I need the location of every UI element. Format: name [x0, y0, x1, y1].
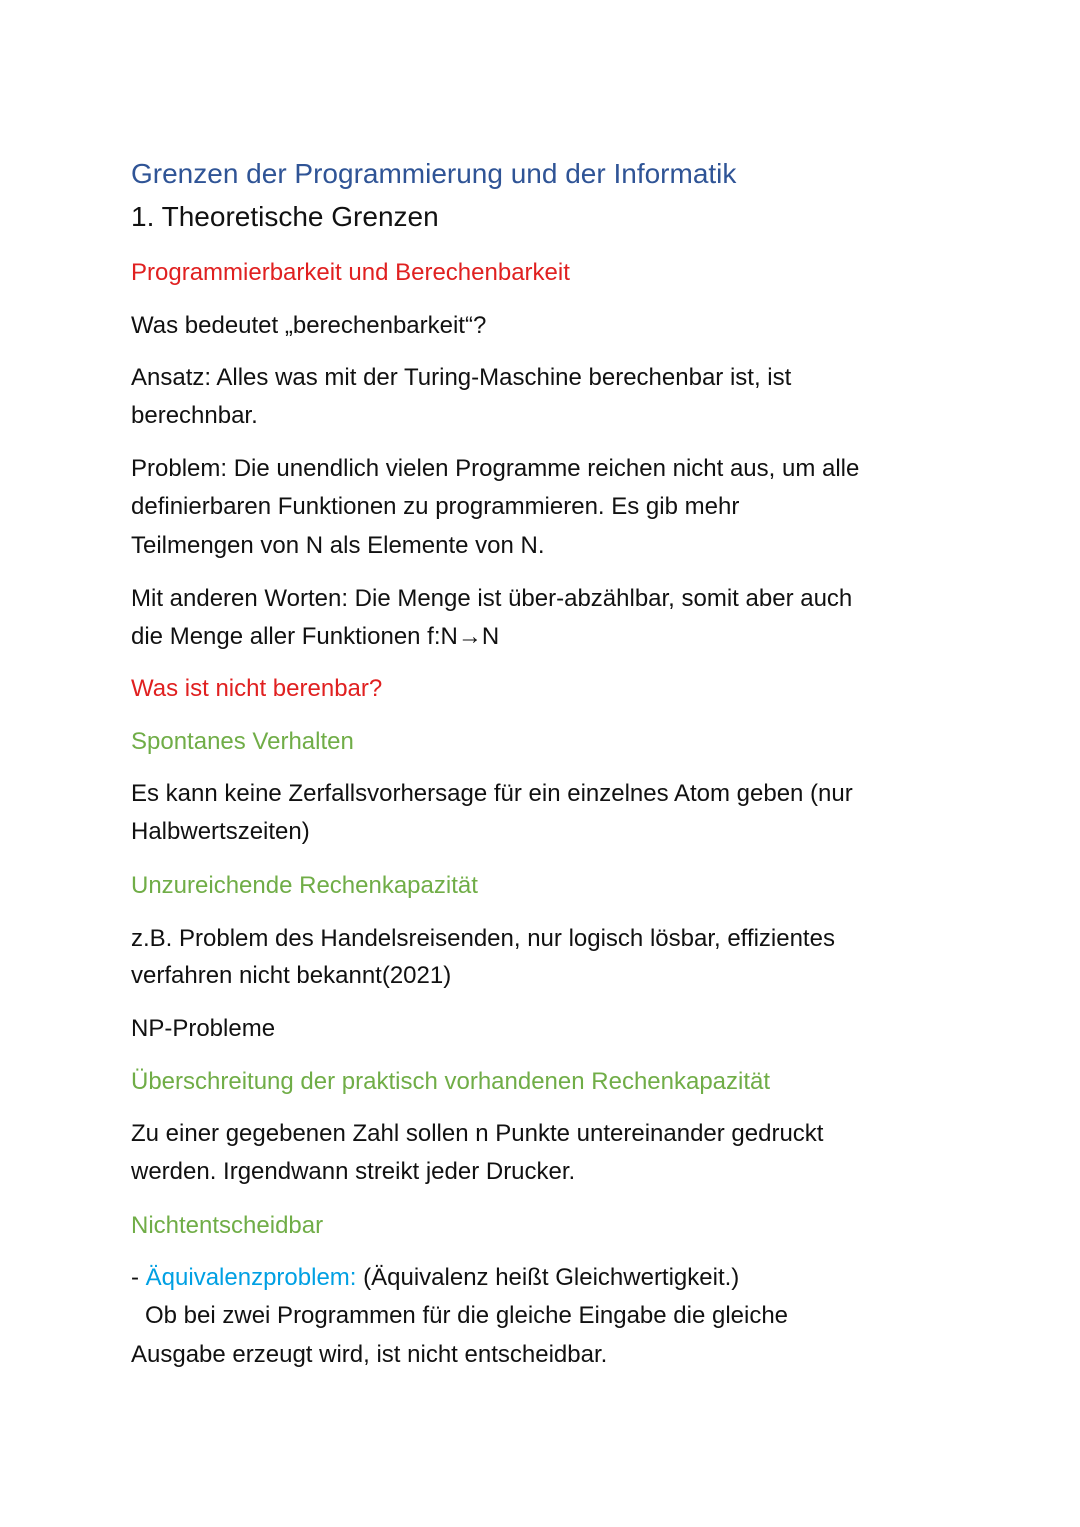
section-heading: 1. Theoretische Grenzen [131, 201, 439, 232]
document-title: Grenzen der Programmierung und der Informatik [131, 158, 737, 189]
ansatz-line-1: Ansatz: Alles was mit der Turing-Maschine berechenbar ist, ist [131, 364, 792, 391]
mit-anderen-worten-line-2: die Menge aller Funktionen f:N→N [131, 623, 500, 650]
question-berechenbarkeit: Was bedeutet „berechenbarkeit“? [131, 312, 487, 339]
spontanes-line-2: Halbwertszeiten) [131, 818, 310, 845]
subheading-programmierbarkeit: Programmierbarkeit und Berechenbarkeit [131, 259, 570, 286]
aequivalenz-line-2: Ob bei zwei Programmen für die gleiche Eingabe die gleiche [145, 1302, 789, 1329]
bullet-dash: - [131, 1264, 146, 1291]
aequivalenz-explanation: (Äquivalenz heißt Gleichwertigkeit.) [356, 1264, 740, 1291]
np-probleme: NP-Probleme [131, 1015, 276, 1042]
problem-line-3: Teilmengen von N als Elemente von N. [131, 532, 545, 559]
ueberschreitung-line-1: Zu einer gegebenen Zahl sollen n Punkte untereinander gedruckt [131, 1120, 824, 1147]
unzureichende-line-1: z.B. Problem des Handelsreisenden, nur logisch lösbar, effizientes [131, 925, 835, 952]
unzureichende-line-2: verfahren nicht bekannt(2021) [131, 962, 452, 989]
heading-spontanes-verhalten: Spontanes Verhalten [131, 728, 354, 755]
subheading-nicht-berechenbar: Was ist nicht berenbar? [131, 675, 383, 702]
spontanes-line-1: Es kann keine Zerfallsvorhersage für ein einzelnes Atom geben (nur [131, 780, 853, 807]
heading-ueberschreitung: Überschreitung der praktisch vorhandenen Rechenkapazität [131, 1068, 771, 1095]
aequivalenzproblem-term: Äquivalenzproblem: [145, 1264, 357, 1291]
heading-unzureichende-rechenkapazitaet: Unzureichende Rechenkapazität [131, 872, 478, 899]
problem-line-1: Problem: Die unendlich vielen Programme reichen nicht aus, um alle [131, 455, 860, 482]
heading-nichtentscheidbar: Nichtentscheidbar [131, 1212, 324, 1239]
ansatz-line-2: berechnbar. [131, 402, 258, 429]
aequivalenz-line-1 [131, 1264, 739, 1292]
ueberschreitung-line-2: werden. Irgendwann streikt jeder Drucker. [131, 1158, 576, 1185]
mit-anderen-worten-line-1: Mit anderen Worten: Die Menge ist über-abzählbar, somit aber auch [131, 585, 853, 612]
aequivalenz-line-3: Ausgabe erzeugt wird, ist nicht entscheidbar. [131, 1341, 608, 1368]
problem-line-2: definierbaren Funktionen zu programmieren. Es gib mehr [131, 493, 740, 520]
